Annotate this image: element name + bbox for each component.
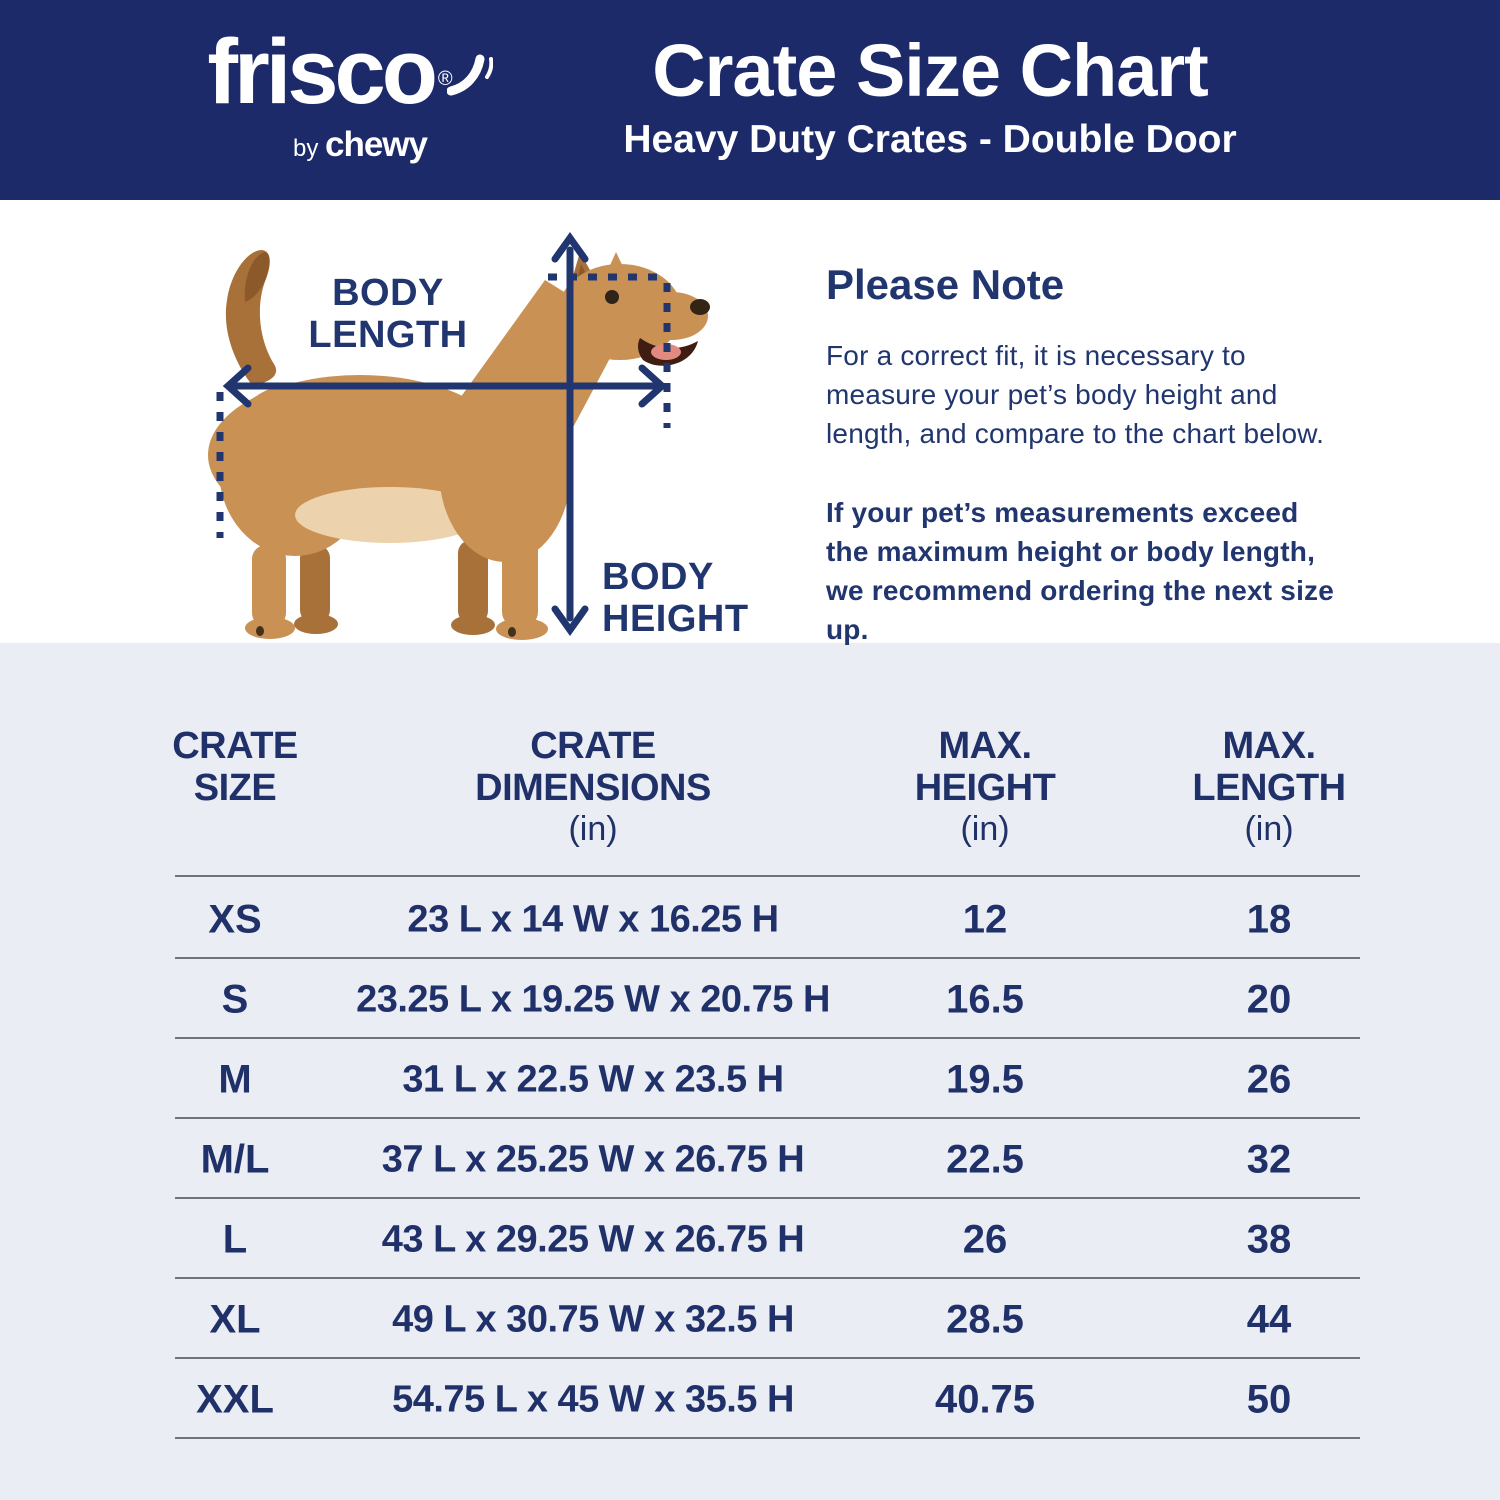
header-unit: (in) — [960, 810, 1010, 848]
crate-dimensions-cell: 43 L x 29.25 W x 26.75 H — [381, 1218, 805, 1261]
body-length-label — [283, 272, 493, 356]
max-length-cell: 44 — [1246, 1297, 1292, 1342]
row-divider — [175, 1117, 1360, 1119]
crate-size-cell: XS — [208, 897, 262, 942]
column-header-max-height — [915, 725, 1056, 849]
max-length-cell: 20 — [1246, 977, 1292, 1022]
max-height-cell: 40.75 — [934, 1377, 1036, 1422]
crate-size-cell: XXL — [196, 1377, 274, 1422]
page-subtitle: Heavy Duty Crates - Double Door — [623, 118, 1237, 161]
column-header-max-length — [1192, 725, 1345, 849]
header-line: MAX. — [1222, 725, 1316, 767]
table-row — [0, 1040, 1500, 1120]
by-chewy-byline — [165, 125, 495, 165]
by-text: by — [292, 135, 325, 162]
body-height-line2: HEIGHT — [602, 598, 749, 640]
note-paragraph-1: For a correct fit, it is necessary to measure your pet’s body height and length, and compare to the chart below. — [826, 340, 1325, 449]
max-height-cell: 22.5 — [946, 1137, 1024, 1182]
dog-front-leg-near — [502, 535, 538, 627]
header-unit: (in) — [568, 810, 618, 848]
crate-size-cell: M/L — [200, 1137, 270, 1182]
crate-size-cell: S — [221, 977, 249, 1022]
crate-dimensions-cell: 49 L x 30.75 W x 32.5 H — [392, 1298, 794, 1341]
frisco-brand-text: frisco — [207, 21, 434, 123]
header-line: CRATE — [172, 725, 298, 767]
dog-rear-leg-near — [252, 545, 286, 627]
crate-size-cell: L — [222, 1217, 248, 1262]
max-length-cell: 26 — [1246, 1057, 1292, 1102]
crate-dimensions-cell: 23 L x 14 W x 16.25 H — [407, 898, 779, 941]
body-length-line2: LENGTH — [308, 314, 468, 356]
dog-rear-leg-far — [300, 545, 330, 623]
dog-rear-paw-far — [294, 614, 338, 634]
max-height-cell: 28.5 — [946, 1297, 1024, 1342]
crate-size-cell: M — [218, 1057, 252, 1102]
crate-dimensions-cell: 23.25 L x 19.25 W x 20.75 H — [356, 978, 830, 1021]
max-height-cell: 19.5 — [946, 1057, 1024, 1102]
row-divider — [175, 1037, 1360, 1039]
dog-nose — [690, 299, 710, 315]
banner-titles — [545, 29, 1315, 162]
dog-eye — [605, 290, 619, 304]
row-divider — [175, 957, 1360, 959]
tail-flourish-icon — [447, 22, 493, 114]
column-header-crate-size — [172, 725, 298, 809]
dog-toe-mark — [256, 626, 264, 636]
header-line: CRATE — [530, 725, 656, 767]
max-height-cell: 26 — [962, 1217, 1008, 1262]
page-title: Crate Size Chart — [652, 29, 1208, 112]
crate-dimensions-cell: 37 L x 25.25 W x 26.75 H — [381, 1138, 805, 1181]
row-divider — [175, 1277, 1360, 1279]
column-header-crate-dimensions — [475, 725, 711, 849]
bottom-divider — [175, 1437, 1360, 1439]
table-row — [0, 1360, 1500, 1440]
size-table — [0, 643, 1500, 1500]
max-length-cell: 32 — [1246, 1137, 1292, 1182]
dog-rear-paw-near — [245, 617, 295, 639]
body-height-label — [602, 556, 842, 640]
dog-front-paw-far — [451, 615, 495, 635]
body-height-line1: BODY — [602, 556, 714, 598]
header-unit: (in) — [1244, 810, 1294, 848]
header-line: DIMENSIONS — [475, 767, 711, 809]
max-height-cell: 16.5 — [946, 977, 1024, 1022]
table-row — [0, 960, 1500, 1040]
dog-front-paw-near — [496, 618, 548, 640]
crate-size-cell: XL — [209, 1297, 261, 1342]
dog-toe-mark — [508, 627, 516, 637]
table-row — [0, 1200, 1500, 1280]
table-row — [0, 880, 1500, 960]
chewy-brand-text: chewy — [325, 125, 427, 164]
registered-trademark-symbol: ® — [437, 68, 453, 90]
note-section — [826, 262, 1341, 649]
header-line: SIZE — [193, 767, 277, 809]
frisco-logo — [165, 21, 495, 165]
header-line: HEIGHT — [914, 767, 1056, 809]
crate-dimensions-cell: 54.75 L x 45 W x 35.5 H — [392, 1378, 794, 1421]
row-divider — [175, 1357, 1360, 1359]
max-length-cell: 38 — [1246, 1217, 1292, 1262]
max-height-cell: 12 — [962, 897, 1008, 942]
note-heading: Please Note — [826, 261, 1065, 308]
body-length-line1: BODY — [332, 272, 444, 314]
row-divider — [175, 1197, 1360, 1199]
max-length-cell: 18 — [1246, 897, 1292, 942]
header-line: LENGTH — [1192, 767, 1346, 809]
header-divider — [175, 875, 1360, 877]
header-line: MAX. — [938, 725, 1032, 767]
table-row — [0, 1280, 1500, 1360]
dog-snout — [636, 292, 708, 340]
header-banner — [0, 0, 1500, 200]
table-row — [0, 1120, 1500, 1200]
crate-dimensions-cell: 31 L x 22.5 W x 23.5 H — [402, 1058, 784, 1101]
note-paragraph-2: If your pet’s measurements exceed the maximum height or body length, we recommend ordering the next size up. — [826, 497, 1335, 645]
max-length-cell: 50 — [1246, 1377, 1292, 1422]
frisco-wordmark — [207, 21, 453, 125]
